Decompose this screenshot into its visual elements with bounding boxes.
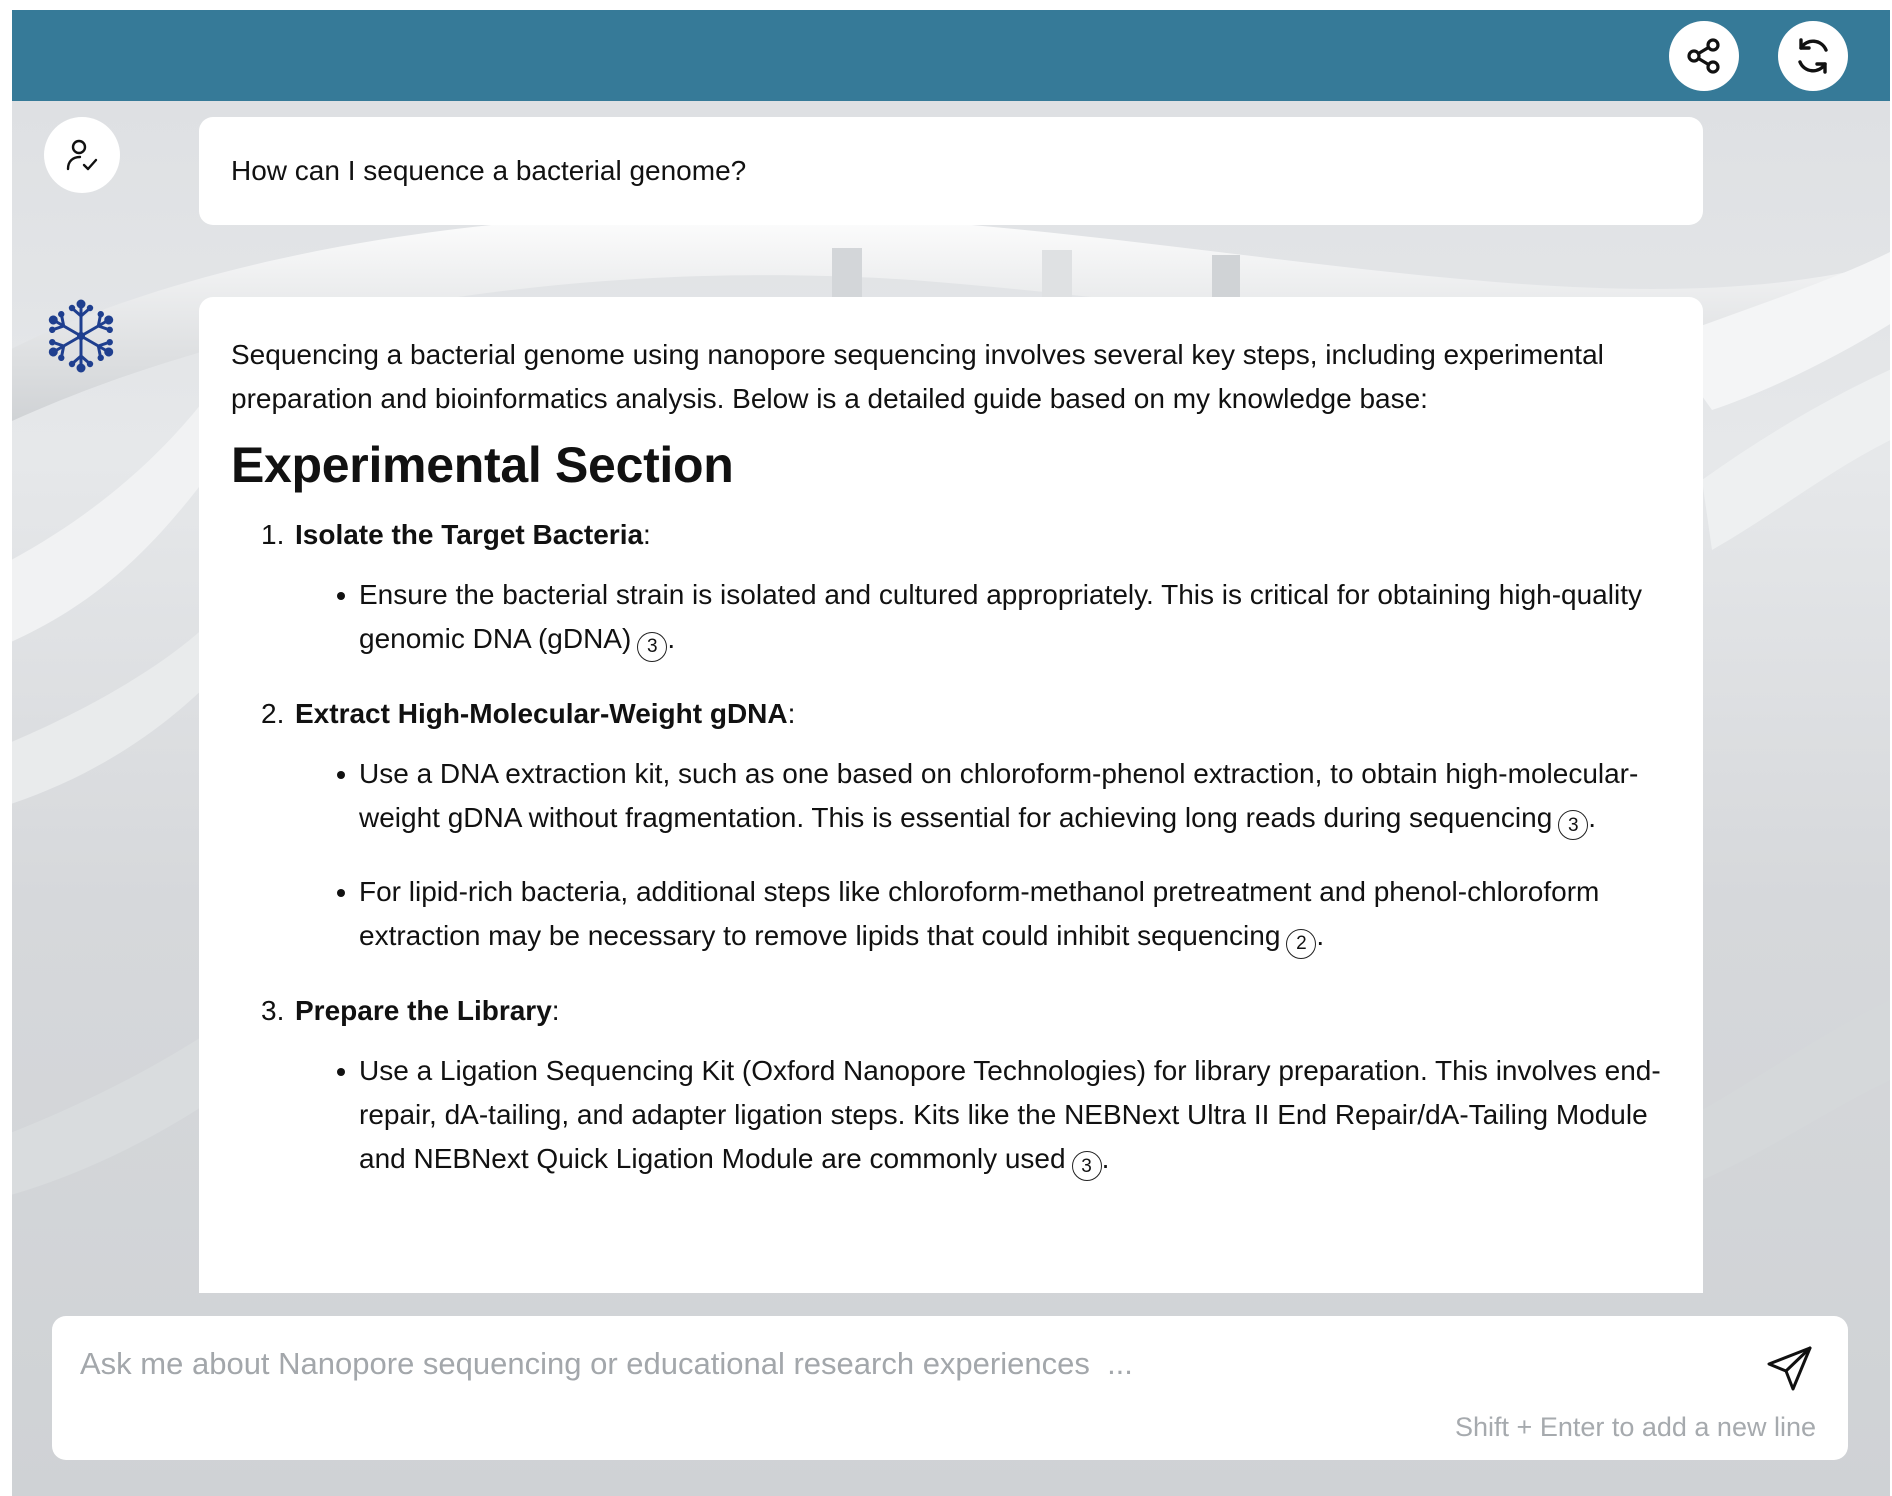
snowflake-logo-icon (41, 296, 121, 376)
user-check-icon (63, 136, 101, 174)
share-icon (1684, 36, 1724, 76)
citation-badge[interactable]: 2 (1286, 929, 1316, 959)
step-title: Isolate the Target Bacteria (295, 519, 644, 550)
step-number: 1. (261, 519, 285, 550)
refresh-button[interactable] (1778, 21, 1848, 91)
top-bar (12, 10, 1890, 101)
list-item: For lipid-rich bacteria, additional steps like chloroform-methanol pretreatment and phenol-chloroform extraction may be necessary to remove lipids that could inhibit sequencing 2 . (231, 870, 1671, 959)
newline-hint: Shift + Enter to add a new line (1455, 1412, 1816, 1442)
user-avatar (44, 117, 120, 193)
step-item: 1. Isolate the Target Bacteria: Ensure the bacterial strain is isolated and cultured appropriately. This is critical for obtaining high-quality genomic DNA (gDNA) 3 . (231, 513, 1671, 662)
app-frame (12, 10, 1890, 1496)
user-message (199, 117, 1703, 225)
citation-badge[interactable]: 3 (637, 632, 667, 662)
refresh-icon (1792, 35, 1834, 77)
citation-badge[interactable]: 3 (1558, 810, 1588, 840)
citation-badge[interactable]: 3 (1072, 1151, 1102, 1181)
step-item: 3. Prepare the Library: Use a Ligation Sequencing Kit (Oxford Nanopore Technologies) for library preparation. This involves end-repair, dA-tailing, and adapter ligation steps. Kits like the NEBNext Ultra II End Repair/dA-Tailing Module and NEBNext Quick Ligation Module are commonly used 3 . (231, 989, 1671, 1182)
answer-intro: Sequencing a bacterial genome using nanopore sequencing involves several key steps, including experimental preparation and bioinformatics analysis. Below is a detailed guide based on my knowledge base: (231, 339, 1604, 414)
list-item: Ensure the bacterial strain is isolated and cultured appropriately. This is critical for obtaining high-quality genomic DNA (gDNA) 3 . (231, 573, 1671, 662)
share-button[interactable] (1669, 21, 1739, 91)
send-icon[interactable] (1766, 1344, 1814, 1392)
step-item: 2. Extract High-Molecular-Weight gDNA: Use a DNA extraction kit, such as one based on chloroform-phenol extraction, to obtain high-molecular-weight gDNA without fragmentation. This is essential for achieving long reads during sequencing 3 . For lipid-rich bacteria, additional steps like chloroform-methanol pretreatment and phenol-chloroform extraction may be necessary to remove lipids that could inhibit sequencing 2 . (231, 692, 1671, 959)
list-item: Use a Ligation Sequencing Kit (Oxford Nanopore Technologies) for library preparation. This involves end-repair, dA-tailing, and adapter ligation steps. Kits like the NEBNext Ultra II End Repair/dA-Tailing Module and NEBNext Quick Ligation Module are commonly used 3 . (231, 1049, 1671, 1182)
user-question-text: How can I sequence a bacterial genome? (231, 155, 747, 186)
step-title: Extract High-Molecular-Weight gDNA (295, 697, 788, 729)
chat-input[interactable] (78, 1342, 1728, 1386)
list-item: Use a DNA extraction kit, such as one based on chloroform-phenol extraction, to obtain high-molecular-weight gDNA without fragmentation. This is essential for achieving long reads during sequencing 3 . (231, 752, 1671, 841)
step-number: 2. (261, 697, 285, 729)
section-title: Experimental Section (231, 437, 734, 493)
step-number: 3. (261, 994, 285, 1026)
chat-composer (52, 1316, 1848, 1460)
step-title: Prepare the Library (295, 994, 552, 1026)
assistant-message (199, 297, 1703, 1293)
